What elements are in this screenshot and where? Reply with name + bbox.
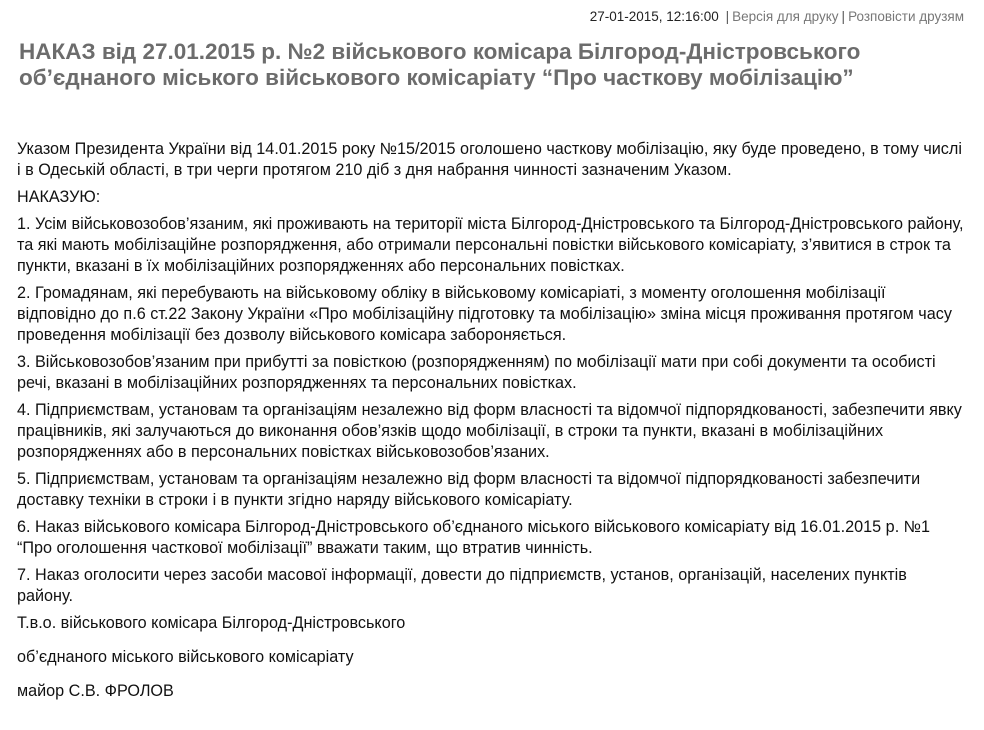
order-item: 3. Військовозобов’язаним при прибутті за повісткою (розпорядженням) по мобілізації мати при собі документи та особисті речі, вказані в мобілізаційних розпорядженнях та персональних повістках. [17,353,936,392]
signature-position: Т.в.о. військового комісара Білгород-Дністровського [17,614,406,633]
article-title: НАКАЗ від 27.01.2015 р. №2 військового комісара Білгород-Дністровського об’єднаного міського військового комісаріату “Про часткову мобілізацію” [19,39,861,90]
order-item: 7. Наказ оголосити через засоби масової інформації, довести до підприємств, установ, організацій, населених пунктів району. [17,566,907,606]
publish-datetime: 27-01-2015, 12:16:00 [589,9,719,24]
article-meta [590,9,964,24]
order-item: 2. Громадянам, які перебувають на військовому обліку в військовому комісаріаті, з моменту оголошення мобілізації відповідно до п.6 ст.22 Закону України «Про мобілізаційну підготовку та мобілізацію» зміна місця проживання протягом часу проведення мобілізації без дозволу військового комісара забороняється. [17,284,952,344]
meta-separator: | [841,9,846,24]
article-paragraph: Указом Президента України від 14.01.2015 року №15/2015 оголошено часткову мобілізацію, яку буде проведено, в тому числі і в Одеській області, в три черги протягом 210 діб з дня набрання чинності зазначеним Указом. [17,140,962,179]
share-with-friends-link[interactable]: Розповісти друзям [848,9,964,24]
meta-separator: | [725,9,730,24]
order-item: 1. Усім військовозобов’язаним, які проживають на території міста Білгород-Дністровського та Білгород-Дністровського району, та які мають мобілізаційне розпорядження, або отримали персональні повістки військового комісаріату, з’явитися в строк та пункти, вказані в їх мобілізаційних розпорядженнях або персональних повістках. [17,215,964,275]
order-heading: НАКАЗУЮ: [17,188,101,207]
order-item: 5. Підприємствам, установам та організаціям незалежно від форм власності та відомчої підпорядкованості забезпечити доставку техніки в строки і в пункти згідно наряду військового комісаріату. [17,470,921,509]
article-body [17,139,967,715]
print-version-link[interactable]: Версія для друку [732,9,839,24]
signature-name: майор С.В. ФРОЛОВ [17,682,174,701]
signature-unit: об’єднаного міського військового комісаріату [17,648,354,667]
order-item: 4. Підприємствам, установам та організаціям незалежно від форм власності та відомчої підпорядкованості, забезпечити явку працівників, які залучаються до виконання обов’язків щодо мобілізації, в строки та пункти, вказані в мобілізаційних розпорядженнях або в персональних повістках військовозобов’язаних. [17,401,962,461]
order-item: 6. Наказ військового комісара Білгород-Дністровського об’єднаного міського військового комісаріату від 16.01.2015 р. №1 “Про оголошення часткової мобілізації” вважати таким, що втратив чинність. [17,518,931,558]
